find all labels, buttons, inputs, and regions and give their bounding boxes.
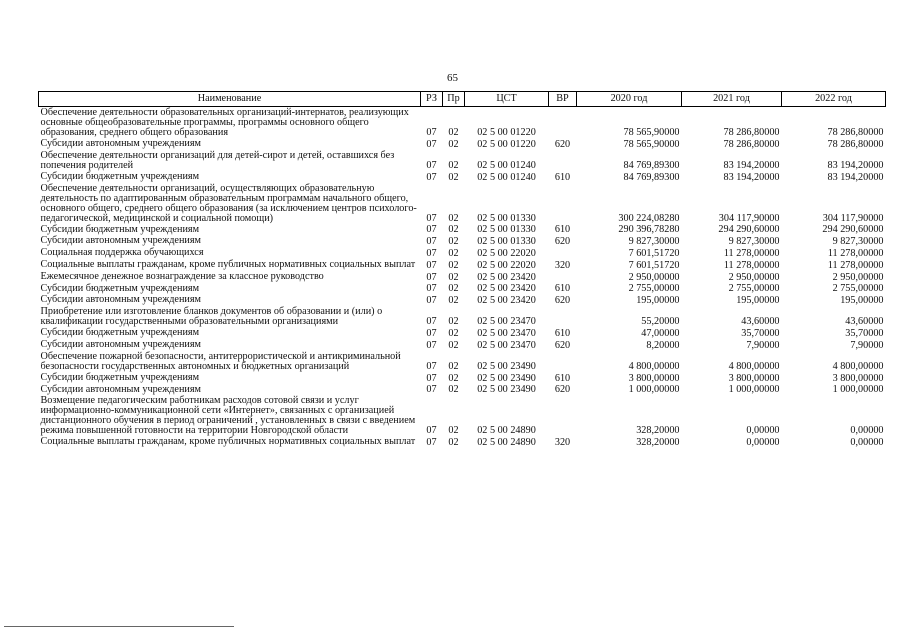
cell-rz: 07 [426,360,437,372]
cell-2020: 78 565,90000 [623,127,680,138]
cell-2021: 78 286,80000 [723,127,780,138]
cell-rz: 07 [426,236,437,248]
cell-2022: 3 800,00000 [832,372,884,384]
cell-rz: 07 [426,271,437,283]
cell-cst: 02 5 00 01240 [477,159,536,171]
cell-name: Субсидии автономным учреждениям [40,235,201,247]
cell-2022: 2 950,00000 [832,271,884,283]
budget-table [38,91,886,448]
cell-2021: 0,00000 [746,437,780,449]
cell-2020: 2 950,00000 [628,271,680,283]
cell-vr: 620 [554,295,571,307]
cell-rz: 07 [426,339,437,351]
table-row [39,351,886,372]
cell-cst: 02 5 00 23490 [477,372,536,384]
cell-pr: 02 [448,259,459,271]
cell-rz: 07 [426,224,437,236]
cell-vr: 610 [554,327,571,339]
cell-2021: 43,60000 [741,316,780,328]
header-name: Наименование [39,92,421,107]
table-row [39,372,886,384]
cell-cst: 02 5 00 22020 [477,259,536,271]
cell-pr: 02 [448,316,459,328]
cell-2022: 0,00000 [850,437,884,449]
cell-pr: 02 [448,271,459,283]
cell-cst: 02 5 00 23420 [477,283,536,295]
table-row [39,436,886,448]
cell-rz: 07 [426,283,437,295]
cell-rz: 07 [426,316,437,328]
cell-pr: 02 [448,360,459,372]
cell-2020: 3 800,00000 [628,372,680,384]
cell-pr: 02 [448,247,459,259]
cell-2022: 35,70000 [845,327,884,339]
cell-2021: 294 290,60000 [718,224,780,236]
cell-pr: 02 [448,159,459,171]
cell-2022: 195,00000 [840,295,884,307]
cell-cst: 02 5 00 01330 [477,212,536,224]
cell-2021: 2 950,00000 [728,271,780,283]
table-row [39,271,886,283]
cell-2021: 11 278,00000 [723,259,780,271]
cell-name: Обеспечение деятельности образовательных организаций-интернатов, реализующих основные общеобразовательные программы, программы основного общего образования, среднего общего образования [40,107,409,138]
cell-vr [549,150,577,171]
cell-pr: 02 [448,138,459,150]
cell-name: Субсидии автономным учреждениям [40,338,201,350]
cell-cst: 02 5 00 23490 [477,384,536,396]
cell-2020: 7 601,51720 [628,259,680,271]
cell-cst: 02 5 00 01220 [477,127,536,138]
cell-vr [549,183,577,224]
cell-cst: 02 5 00 22020 [477,247,536,259]
cell-rz: 07 [426,212,437,224]
cell-2021: 195,00000 [736,295,780,307]
cell-cst: 02 5 00 24890 [477,425,536,437]
table-row [39,150,886,171]
cell-vr [549,351,577,372]
table-row [39,306,886,327]
table-row [39,235,886,247]
cell-pr: 02 [448,327,459,339]
cell-vr: 610 [554,372,571,384]
cell-2020: 1 000,00000 [628,384,680,396]
table-header-row [39,92,886,107]
cell-2022: 11 278,00000 [827,259,884,271]
table-row [39,183,886,224]
cell-pr: 02 [448,372,459,384]
cell-name: Субсидии автономным учреждениям [40,383,201,395]
cell-pr: 02 [448,127,459,138]
cell-2020: 55,20000 [641,316,680,328]
cell-name: Субсидии бюджетным учреждениям [40,223,200,235]
cell-2020: 47,00000 [641,327,680,339]
cell-vr: 610 [554,224,571,236]
header-2021: 2021 год [682,92,782,107]
cell-2020: 7 601,51720 [628,247,680,259]
cell-rz: 07 [426,247,437,259]
header-vr: ВР [549,92,577,107]
cell-name: Обеспечение пожарной безопасности, антитеррористической и антикриминальной безопасности государственных автономных и бюджетных организаций [40,350,401,372]
cell-pr: 02 [448,224,459,236]
cell-name: Социальная поддержка обучающихся [40,247,204,259]
cell-2022: 83 194,20000 [827,171,884,183]
cell-2021: 7,90000 [746,339,780,351]
cell-vr [549,271,577,283]
cell-rz: 07 [426,259,437,271]
table-row [39,259,886,271]
cell-rz: 07 [426,138,437,150]
cell-name: Приобретение или изготовление бланков документов об образовании и (или) о квалификации государственными образовательными организациями [40,306,383,328]
cell-vr: 620 [554,339,571,351]
cell-cst: 02 5 00 01330 [477,236,536,248]
cell-2020: 328,20000 [636,437,680,449]
table-row [39,283,886,295]
cell-cst: 02 5 00 23490 [477,360,536,372]
cell-2020: 328,20000 [636,425,680,437]
cell-cst: 02 5 00 23420 [477,271,536,283]
cell-2020: 78 565,90000 [623,138,680,150]
cell-name: Субсидии бюджетным учреждениям [40,282,200,294]
cell-name: Субсидии бюджетным учреждениям [40,327,200,339]
cell-2022: 7,90000 [850,339,884,351]
cell-name: Ежемесячное денежное вознаграждение за классное руководство [40,270,324,282]
cell-name: Социальные выплаты гражданам, кроме публичных нормативных социальных выплат [40,436,416,448]
cell-name: Субсидии автономным учреждениям [40,294,201,306]
cell-pr: 02 [448,236,459,248]
cell-2021: 304 117,90000 [718,212,780,224]
cell-vr: 620 [554,138,571,150]
cell-cst: 02 5 00 23470 [477,327,536,339]
header-rz: РЗ [421,92,443,107]
table-row [39,171,886,183]
cell-rz: 07 [426,127,437,138]
cell-2022: 2 755,00000 [832,283,884,295]
cell-2020: 84 769,89300 [623,159,680,171]
cell-2020: 300 224,08280 [618,212,680,224]
cell-2020: 290 396,78280 [618,224,680,236]
cell-vr: 620 [554,236,571,248]
cell-pr: 02 [448,283,459,295]
table-row [39,247,886,259]
cell-pr: 02 [448,425,459,437]
cell-pr: 02 [448,212,459,224]
cell-rz: 07 [426,437,437,449]
cell-2021: 0,00000 [746,425,780,437]
cell-2021: 35,70000 [741,327,780,339]
cell-2021: 78 286,80000 [723,138,780,150]
cell-2021: 1 000,00000 [728,384,780,396]
cell-cst: 02 5 00 01240 [477,171,536,183]
cell-name: Возмещение педагогическим работникам расходов сотовой связи и услуг информационно-коммуникационной сети «Интернет», связанных с организацией дистанционного обучения в период ограничений , установленных в связи с введением режима повышенной готовности на территории Новгородской области [40,395,416,437]
cell-2021: 3 800,00000 [728,372,780,384]
table-row [39,224,886,236]
cell-cst: 02 5 00 24890 [477,437,536,449]
cell-rz: 07 [426,372,437,384]
cell-2022: 304 117,90000 [822,212,884,224]
cell-2022: 294 290,60000 [822,224,884,236]
cell-rz: 07 [426,425,437,437]
cell-2021: 4 800,00000 [728,360,780,372]
cell-2021: 83 194,20000 [723,159,780,171]
header-2020: 2020 год [577,92,682,107]
header-pr: Пр [443,92,465,107]
cell-2020: 9 827,30000 [628,236,680,248]
cell-cst: 02 5 00 23470 [477,339,536,351]
cell-2022: 11 278,00000 [827,247,884,259]
cell-rz: 07 [426,327,437,339]
cell-pr: 02 [448,339,459,351]
cell-cst: 02 5 00 23470 [477,316,536,328]
table-row [39,384,886,396]
cell-2022: 43,60000 [845,316,884,328]
cell-rz: 07 [426,171,437,183]
cell-pr: 02 [448,171,459,183]
cell-rz: 07 [426,384,437,396]
cell-name: Обеспечение деятельности организаций, осуществляющих образовательную деятельность по адаптированным образовательным программам начального общего, основного общего, среднего общего образования (за исключением центров психолого-педагогической, медицинской и социальной помощи) [40,182,417,224]
cell-vr [549,306,577,327]
cell-2022: 78 286,80000 [827,127,884,138]
cell-2021: 83 194,20000 [723,171,780,183]
table-row [39,339,886,351]
cell-2021: 2 755,00000 [728,283,780,295]
cell-2022: 78 286,80000 [827,138,884,150]
cell-vr: 610 [554,283,571,295]
cell-2022: 0,00000 [850,425,884,437]
cell-vr: 620 [554,384,571,396]
header-2022: 2022 год [782,92,886,107]
cell-name: Субсидии бюджетным учреждениям [40,170,200,182]
cell-pr: 02 [448,437,459,449]
table-row [39,107,886,139]
cell-vr [549,395,577,436]
cell-2020: 4 800,00000 [628,360,680,372]
cell-2022: 9 827,30000 [832,236,884,248]
cell-pr: 02 [448,295,459,307]
cell-rz: 07 [426,295,437,307]
cell-name: Субсидии автономным учреждениям [40,138,201,149]
cell-vr: 320 [554,259,571,271]
cell-2020: 8,20000 [646,339,680,351]
cell-cst: 02 5 00 23420 [477,295,536,307]
cell-cst: 02 5 00 01220 [477,138,536,150]
cell-2022: 83 194,20000 [827,159,884,171]
table-body [39,107,886,449]
cell-2022: 4 800,00000 [832,360,884,372]
cell-name: Социальные выплаты гражданам, кроме публичных нормативных социальных выплат [40,258,416,270]
table-row [39,294,886,306]
cell-vr [549,247,577,259]
cell-vr: 610 [554,171,571,183]
cell-2022: 1 000,00000 [832,384,884,396]
cell-pr: 02 [448,384,459,396]
table-row [39,327,886,339]
cell-vr: 320 [554,437,571,449]
cell-2020: 195,00000 [636,295,680,307]
cell-name: Обеспечение деятельности организаций для детей-сирот и детей, оставшихся без попечения родителей [40,149,395,171]
header-cst: ЦСТ [465,92,549,107]
cell-2020: 84 769,89300 [623,171,680,183]
cell-cst: 02 5 00 01330 [477,224,536,236]
cell-2020: 2 755,00000 [628,283,680,295]
cell-name: Субсидии бюджетным учреждениям [40,371,200,383]
cell-rz: 07 [426,159,437,171]
cell-2021: 9 827,30000 [728,236,780,248]
footer-divider [4,626,234,627]
cell-vr [549,107,577,139]
page-number: 65 [447,72,458,84]
table-row [39,138,886,150]
cell-2021: 11 278,00000 [723,247,780,259]
table-row [39,395,886,436]
